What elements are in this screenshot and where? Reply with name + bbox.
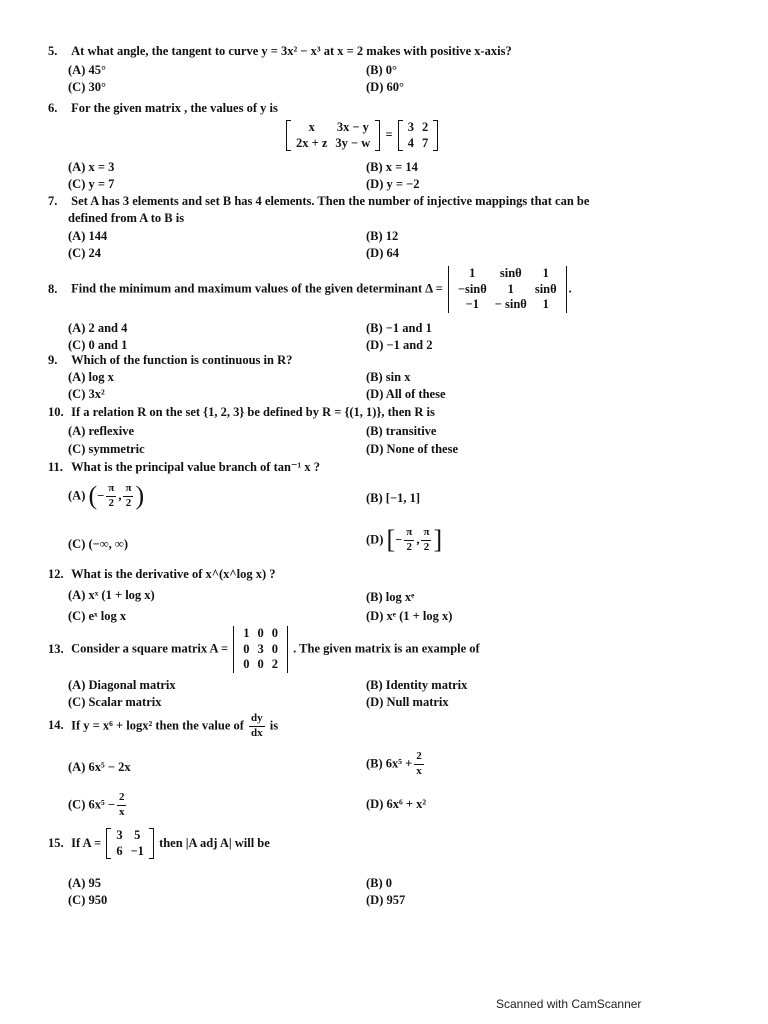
question-7 <box>48 194 708 210</box>
option-c: (C) 24 <box>68 246 101 260</box>
option-b: (B) 12 <box>366 229 399 243</box>
option-c: (C) 3x² <box>68 387 105 401</box>
option-a: (A) xˣ (1 + log x) <box>68 588 155 602</box>
option-a: (A) Diagonal matrix <box>68 678 176 692</box>
option-b: (B) log xᵉ <box>366 590 415 604</box>
question-number: 5. <box>48 44 58 58</box>
matrix-equation: x 3x − y 2x + z 3y − w = 3 2 4 7 <box>284 120 440 151</box>
question-11 <box>48 460 708 476</box>
option-c: (C) symmetric <box>68 442 145 456</box>
determinant: 1 sinθ 1 −sinθ 1 sinθ −1 − sinθ 1 <box>448 266 567 313</box>
matrix-right: 3 2 4 7 <box>398 120 439 151</box>
option-a: (A) 95 <box>68 876 101 890</box>
option-b: (B) x = 14 <box>366 160 418 174</box>
option-d: (D) All of these <box>366 387 446 401</box>
option-b: (B) transitive <box>366 424 437 438</box>
question-5 <box>48 44 708 60</box>
option-d: (D) None of these <box>366 442 458 456</box>
option-d: (D) [− $\frac{\pi}{2}$ , $\frac{\pi}{2}$ ] <box>366 525 443 554</box>
option-b: (B) 0° <box>366 63 398 77</box>
option-d: (D) y = −2 <box>366 177 420 191</box>
question-number: 14. <box>48 718 64 733</box>
question-text: Set A has 3 elements and set B has 4 elements. Then the number of injective mappings that can be <box>71 194 590 208</box>
question-text: If y = x⁶ + logx² then the value of <box>71 718 244 733</box>
option-c: (C) y = 7 <box>68 177 115 191</box>
question-number: 13. <box>48 641 64 656</box>
option-d: (D) 6x⁶ + x² <box>366 797 427 811</box>
option-c: (C) Scalar matrix <box>68 695 162 709</box>
question-text: For the given matrix , the values of y is <box>71 101 278 115</box>
option-b: (B) 0 <box>366 876 393 890</box>
option-a: (A) 2 and 4 <box>68 321 128 335</box>
question-14: 14. If y = x⁶ + logx² then the value of $\frac{dy}{dx}$ is <box>48 712 279 739</box>
question-10 <box>48 405 708 421</box>
question-number: 7. <box>48 194 58 208</box>
question-text-end: then |A adj A| will be <box>159 835 270 850</box>
option-b: (B) Identity matrix <box>366 678 468 692</box>
question-number: 6. <box>48 101 58 115</box>
option-b: (B) [−1, 1] <box>366 491 420 505</box>
question-text: If A = <box>71 835 102 850</box>
question-text: Find the minimum and maximum values of the given determinant Δ = <box>71 281 443 296</box>
option-b: (B) sin x <box>366 370 411 384</box>
question-number: 11. <box>48 460 63 474</box>
question-text-continued: defined from A to B is <box>68 211 185 225</box>
option-b: (B) 6x⁵ + $\frac{2}{x}$ <box>366 750 422 777</box>
option-a: (A) (− $\frac{\pi}{2}$ , $\frac{\pi}{2}$ ) <box>68 481 145 510</box>
question-6 <box>48 101 708 117</box>
option-c: (C) 0 and 1 <box>68 338 128 352</box>
matrix-a: 1 0 0 0 3 0 0 0 2 <box>233 626 288 673</box>
option-d: (D) −1 and 2 <box>366 338 433 352</box>
option-d: (D) 957 <box>366 893 406 907</box>
question-13 <box>48 626 728 673</box>
option-c: (C) 30° <box>68 80 106 94</box>
question-text: What is the principal value branch of tan⁻¹ x ? <box>71 460 321 474</box>
option-a: (A) 45° <box>68 63 106 77</box>
question-text: Which of the function is continuous in R? <box>71 353 293 367</box>
option-a: (A) 144 <box>68 229 108 243</box>
question-text: What is the derivative of x^(x^log x) ? <box>71 567 276 581</box>
question-text: At what angle, the tangent to curve y = 3x² − x³ at x = 2 makes with positive x-axis? <box>71 44 512 58</box>
option-b: (B) −1 and 1 <box>366 321 432 335</box>
question-12 <box>48 567 708 583</box>
option-a: (A) 6x⁵ − 2x <box>68 760 131 774</box>
question-15 <box>48 828 708 859</box>
option-d: (D) 60° <box>366 80 404 94</box>
matrix-left: x 3x − y 2x + z 3y − w <box>286 120 380 151</box>
question-number: 10. <box>48 405 64 419</box>
question-8: 8. Find the minimum and maximum values of the given determinant Δ = 1 sinθ 1 −sinθ 1 sinθ −1 − sinθ 1 . <box>48 266 572 312</box>
question-text: If a relation R on the set {1, 2, 3} be defined by R = {(1, 1)}, then R is <box>71 405 435 419</box>
question-number: 8. <box>48 281 58 296</box>
question-number: 9. <box>48 353 58 367</box>
question-text: Consider a square matrix A = <box>71 641 229 656</box>
option-d: (D) 64 <box>366 246 399 260</box>
derivative-fraction: $\frac{dy}{dx}$ <box>251 712 263 739</box>
question-9 <box>48 353 708 369</box>
option-a: (A) reflexive <box>68 424 135 438</box>
question-number: 12. <box>48 567 64 581</box>
option-a: (A) x = 3 <box>68 160 115 174</box>
option-c: (C) (−∞, ∞) <box>68 537 128 551</box>
option-c: (C) 950 <box>68 893 108 907</box>
option-d: (D) xᵉ (1 + log x) <box>366 609 453 623</box>
option-d: (D) Null matrix <box>366 695 449 709</box>
option-a: (A) log x <box>68 370 114 384</box>
option-c: (C) eˣ log x <box>68 609 127 623</box>
scanner-watermark: Scanned with CamScanner <box>496 997 642 1011</box>
question-text-end: . The given matrix is an example of <box>293 641 480 656</box>
option-c: (C) 6x⁵ − $\frac{2}{x}$ <box>68 791 125 818</box>
question-number: 15. <box>48 835 64 850</box>
matrix-a: 3 5 6 −1 <box>106 828 154 859</box>
